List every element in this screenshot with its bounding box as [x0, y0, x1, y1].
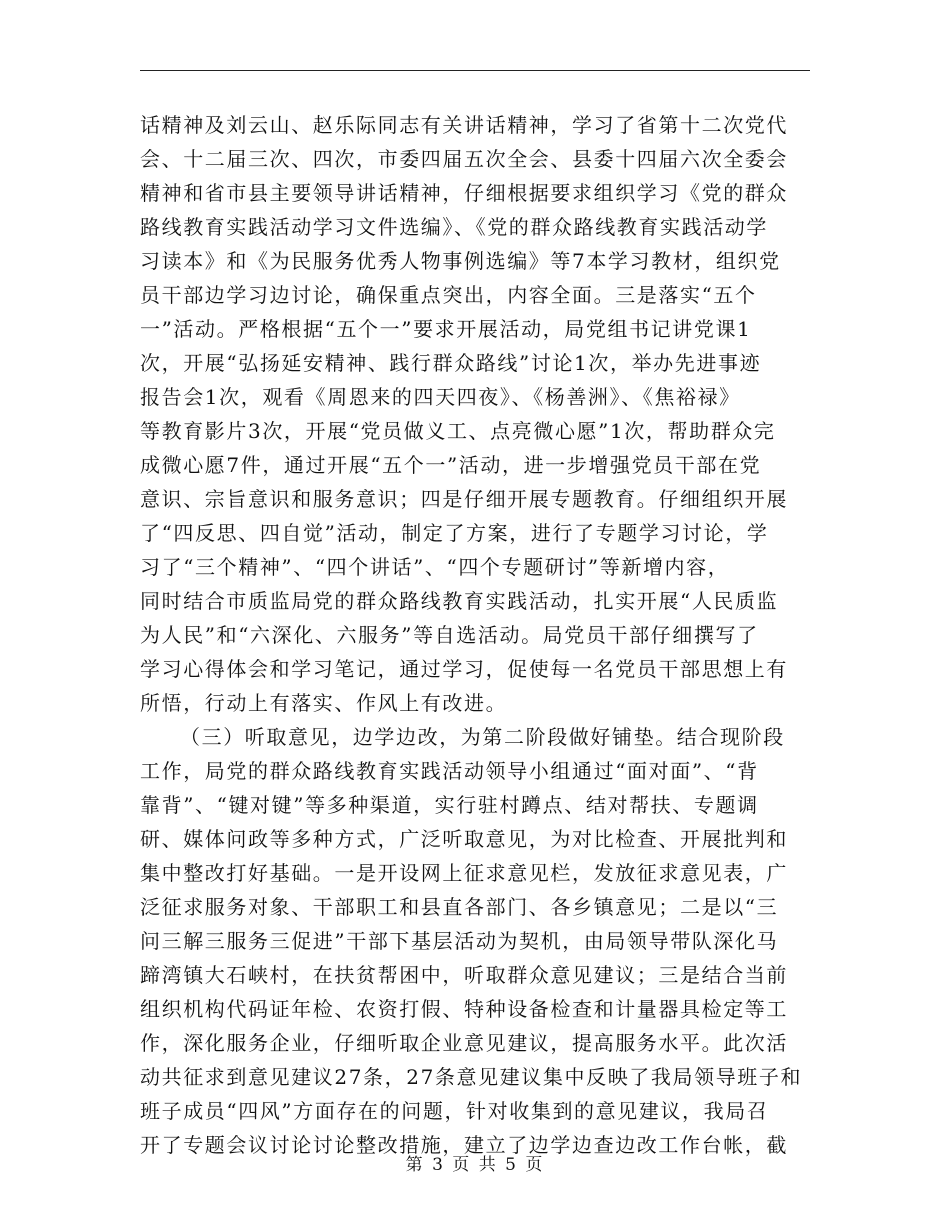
text-line: 一”活动。严格根据“五个一”要求开展活动，局党组书记讲党课1 [140, 317, 752, 341]
text-line: 精神和省市县主要领导讲话精神，仔细根据要求组织学习《党的群众 [140, 181, 788, 205]
section-heading-line: （三）听取意见，边学边改，为第二阶段做好铺垫。结合现阶段 [180, 725, 785, 749]
text-line: 动共征求到意见建议27条，27条意见建议集中反映了我局领导班子和 [140, 1065, 803, 1089]
text-line: 学习心得体会和学习笔记，通过学习，促使每一名党员干部思想上有 [140, 657, 788, 681]
text-line: 等教育影片3次，开展“党员做义工、点亮微心愿”1次，帮助群众完 [140, 419, 776, 443]
page-number: 第 3 页 共 5 页 [405, 1155, 545, 1175]
text-line: 话精神及刘云山、赵乐际同志有关讲话精神，学习了省第十二次党代 [140, 113, 788, 137]
text-line: 报告会1次，观看《周恩来的四天四夜》、《杨善洲》、《焦裕禄》 [140, 385, 741, 409]
text-line: 班子成员“四风”方面存在的问题，针对收集到的意见建议，我局召 [140, 1099, 769, 1123]
text-line: 意识、宗旨意识和服务意识；四是仔细开展专题教育。仔细组织开展 [140, 487, 788, 511]
text-line: 为人民”和“六深化、六服务”等自选活动。局党员干部仔细撰写了 [140, 623, 759, 647]
text-line: 习读本》和《为民服务优秀人物事例选编》等7本学习教材，组织党 [140, 249, 781, 273]
text-line: 作，深化服务企业，仔细听取企业意见建议，提高服务水平。此次活 [140, 1031, 788, 1055]
text-line: 集中整改打好基础。一是开设网上征求意见栏，发放征求意见表，广 [140, 861, 788, 885]
text-line: 次，开展“弘扬延安精神、践行群众路线”讨论1次，举办先进事迹 [140, 351, 762, 375]
text-line: 习了“三个精神”、“四个讲话”、“四个专题研讨”等新增内容， [140, 555, 730, 579]
document-body [140, 108, 820, 1162]
text-line: 会、十二届三次、四次，市委四届五次全会、县委十四届六次全委会 [140, 147, 788, 171]
text-line: 员干部边学习边讨论，确保重点突出，内容全面。三是落实“五个 [140, 283, 757, 307]
text-line: 泛征求服务对象、干部职工和县直各部门、各乡镇意见；二是以“三 [140, 895, 779, 919]
text-line: 成微心愿7件，通过开展“五个一”活动，进一步增强党员干部在党 [140, 453, 762, 477]
text-line: 工作，局党的群众路线教育实践活动领导小组通过“面对面”、“背 [140, 759, 759, 783]
text-line: 问三解三服务三促进”干部下基层活动为契机，由局领导带队深化马 [140, 929, 779, 953]
text-line: 靠背”、“键对键”等多种渠道，实行驻村蹲点、结对帮扶、专题调 [140, 793, 759, 817]
text-line: 蹄湾镇大石峡村，在扶贫帮困中，听取群众意见建议；三是结合当前 [140, 963, 788, 987]
text-line: 组织机构代码证年检、农资打假、特种设备检查和计量器具检定等工 [140, 997, 788, 1021]
text-line: 同时结合市质监局党的群众路线教育实践活动，扎实开展“人民质监 [140, 589, 779, 613]
text-line: 研、媒体问政等多种方式，广泛听取意见，为对比检查、开展批判和 [140, 827, 788, 851]
text-line: 了“四反思、四自觉”活动，制定了方案，进行了专题学习讨论，学 [140, 521, 769, 545]
text-line: 开了专题会议讨论讨论整改措施，建立了边学边查边改工作台帐，截 [140, 1133, 788, 1157]
header-rule [140, 70, 810, 71]
text-line: 路线教育实践活动学习文件选编》、《党的群众路线教育实践活动学 [140, 215, 768, 239]
text-line: 所悟，行动上有落实、作风上有改进。 [140, 691, 508, 715]
